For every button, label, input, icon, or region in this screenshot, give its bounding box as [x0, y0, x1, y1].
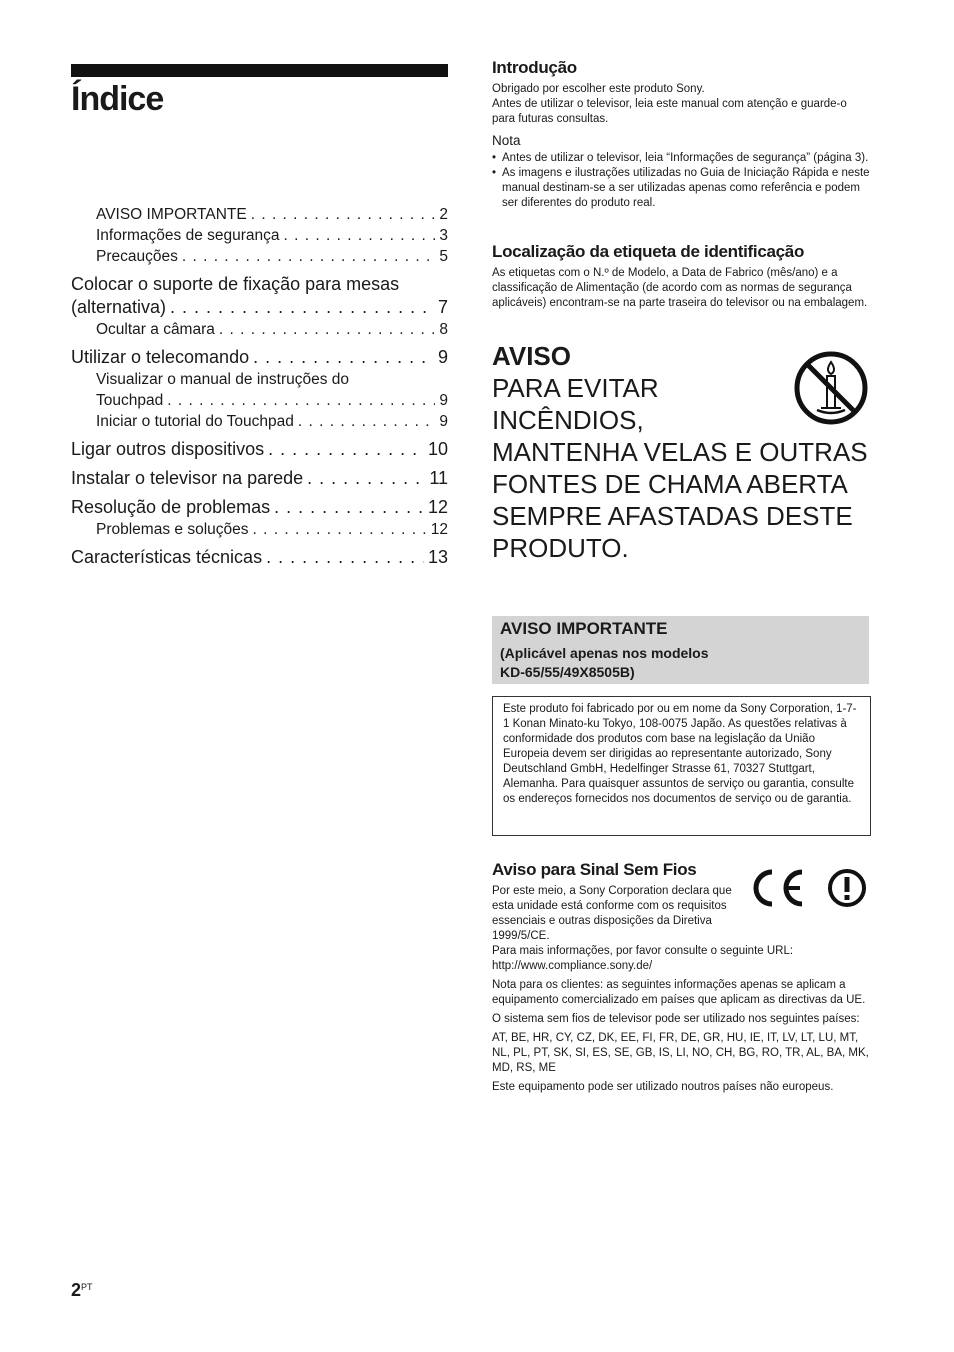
important-notice-header — [492, 616, 869, 684]
important-heading: AVISO IMPORTANTE — [500, 619, 668, 638]
page-number: $2^{PT}$ — [71, 1280, 93, 1300]
wireless-text: Por este meio, a Sony Corporation declara que esta unidade está conforme com os requisitos essenciais e outras disposições da Diretiva 1999/5/CE. — [492, 885, 732, 942]
warning-heading: AVISO — [492, 341, 571, 371]
toc-item[interactable]: Precauções . . . 5 — [71, 246, 448, 267]
toc-item[interactable]: Instalar o televisor na parede . . . 11 — [71, 467, 448, 490]
list-item: • Antes de utilizar o televisor, leia “Informações de segurança” (página 3). — [492, 151, 870, 166]
toc-item[interactable]: Utilizar o telecomando . . . 9 — [71, 346, 448, 369]
toc-item[interactable]: Informações de segurança . . . 3 — [71, 225, 448, 246]
warning-line: INCÊNDIOS, — [492, 405, 644, 435]
intro-text: Antes de utilizar o televisor, leia este manual com atenção e guarde-o para futuras consultas. — [492, 98, 847, 125]
wireless-text: O sistema sem fios de televisor pode ser utilizado nos seguintes países: — [492, 1013, 860, 1025]
nota-heading: Nota — [492, 133, 521, 148]
toc-item[interactable]: Características técnicas . . . 13 — [71, 546, 448, 569]
warning-line: MANTENHA VELAS E OUTRAS — [492, 437, 868, 467]
wireless-text: Este equipamento pode ser utilizado noutros países não europeus. — [492, 1081, 834, 1093]
toc-item[interactable]: AVISO IMPORTANTE . . . 2 — [71, 204, 448, 225]
toc-item[interactable]: Colocar o suporte de fixação para mesas (alternativa) . . . 7 — [71, 273, 448, 319]
warning-line: PARA EVITAR — [492, 373, 659, 403]
wireless-text: Nota para os clientes: as seguintes informações apenas se aplicam a equipamento comercializado em países que aplicam as directivas da UE. — [492, 979, 866, 1006]
intro-heading: Introdução — [492, 58, 577, 77]
toc-item[interactable]: Problemas e soluções . . . 12 — [71, 519, 448, 540]
toc-item[interactable]: Resolução de problemas . . . 12 — [71, 496, 448, 519]
toc-item[interactable]: Visualizar o manual de instruções do Touchpad . . . 9 — [71, 369, 448, 411]
warning-line: SEMPRE AFASTADAS DESTE — [492, 501, 853, 531]
nota-list — [492, 151, 870, 211]
table-of-contents — [71, 204, 448, 569]
wireless-text: Para mais informações, por favor consulte o seguinte URL: — [492, 945, 794, 957]
intro-text: Obrigado por escolher este produto Sony. — [492, 83, 705, 95]
important-subheading: (Aplicável apenas nos modelos KD-65/55/49X8505B) — [500, 645, 709, 680]
intro-section — [492, 58, 870, 211]
wireless-heading: Aviso para Sinal Sem Fios — [492, 860, 697, 879]
label-section — [492, 242, 870, 311]
list-item: • As imagens e ilustrações utilizadas no Guia de Iniciação Rápida e neste manual destinam-se a ser utilizadas apenas como referência e podem ser diferentes do produto real. — [492, 166, 870, 211]
alert-circle-icon — [826, 866, 870, 910]
label-heading: Localização da etiqueta de identificação — [492, 242, 805, 261]
warning-line: PRODUTO. — [492, 533, 629, 563]
toc-item[interactable]: Ligar outros dispositivos . . . 10 — [71, 438, 448, 461]
country-list: AT, BE, HR, CY, CZ, DK, EE, FI, FR, DE, GR, HU, IE, IT, LV, LT, LU, MT, NL, PL, PT, SK, SI, ES, SE, GB, IS, LI, NO, CH, BG, RO, TR, AL, BA, MK, MD, RS, ME — [492, 1032, 869, 1074]
no-candle-icon — [793, 350, 869, 426]
page-title: Índice — [71, 80, 164, 118]
toc-item[interactable]: Ocultar a câmara . . . 8 — [71, 319, 448, 340]
label-text: As etiquetas com o N.º de Modelo, a Data de Fabrico (mês/ano) e a classificação de Alimentação (de acordo com as normas de segurança aplicáveis) encontram-se na parte traseira do televisor ou na embalagem. — [492, 267, 868, 309]
warning-line: FONTES DE CHAMA ABERTA — [492, 469, 848, 499]
toc-item[interactable]: Iniciar o tutorial do Touchpad . . . 9 — [71, 411, 448, 432]
title-bar — [71, 64, 448, 77]
compliance-url[interactable]: http://www.compliance.sony.de/ — [492, 960, 653, 972]
important-notice-box: Este produto foi fabricado por ou em nome da Sony Corporation, 1-7-1 Konan Minato-ku Tokyo, 108-0075 Japão. As questões relativas à conformidade dos produtos com base na legislação da União Europeia devem ser dirigidas ao representante autorizado, Sony Deutschland GmbH, Hedelfinger Strasse 61, 70327 Stuttgart, Alemanha. Para quaisquer assuntos de serviço ou garantia, consulte os endereços fornecidos nos documentos de serviço ou de garantia. — [492, 696, 871, 836]
